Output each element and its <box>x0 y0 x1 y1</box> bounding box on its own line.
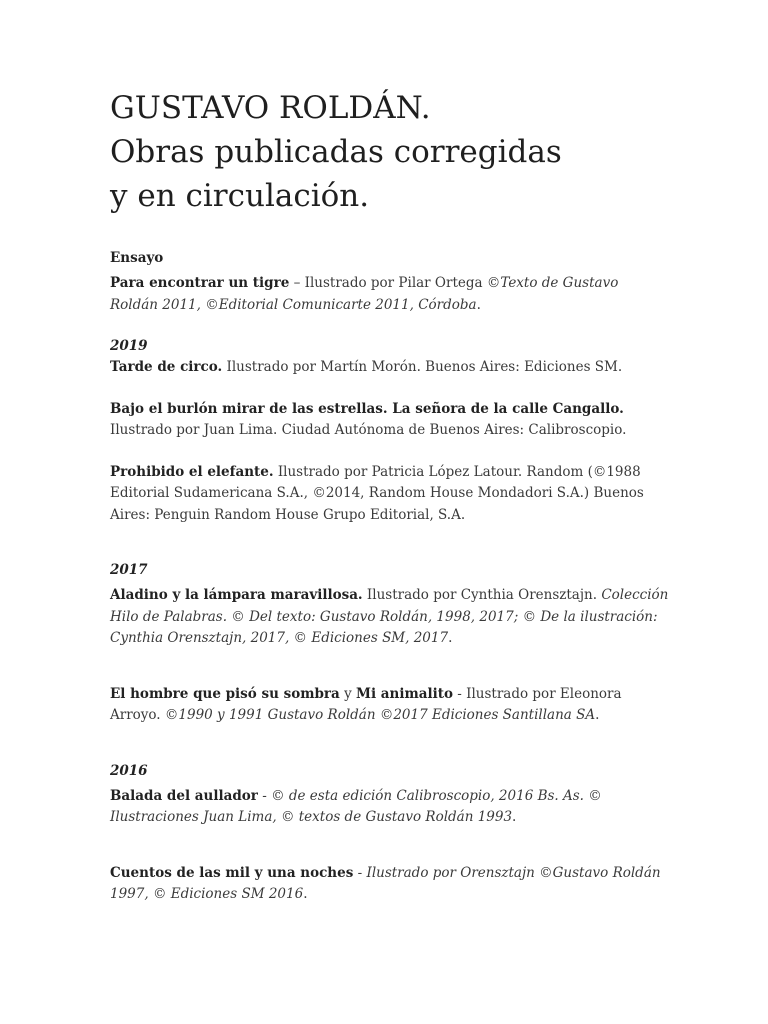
bibliography-entry <box>110 863 670 906</box>
separator: – <box>289 275 305 291</box>
section-heading-ensayo: Ensayo <box>110 250 164 266</box>
connector: y <box>339 685 357 702</box>
work-title: Prohibido el elefante. <box>110 463 274 480</box>
work-title: Para encontrar un tigre <box>110 275 290 291</box>
entry-details: Ilustrado por Martín Morón. Buenos Aires: Ediciones SM. <box>222 359 623 375</box>
entry-details: - <box>257 787 272 804</box>
document-title <box>110 86 670 218</box>
entry-details: Ilustrado por Pilar Ortega © <box>304 275 501 291</box>
title-line: Obras publicadas corregidas <box>110 134 562 170</box>
section-heading-2016: 2016 <box>110 762 148 779</box>
entry-credits: ©1990 y 1991 Gustavo Roldán ©2017 Ediciones Santillana SA <box>164 707 596 723</box>
entry-tail: . <box>595 707 600 723</box>
bibliography-entry <box>110 684 670 727</box>
work-title: Cuentos de las mil y una noches <box>110 864 354 881</box>
entry-details: Ilustrado por Patricia López Latour. Random (©1988 Editorial Sudamericana S.A., ©2014, Random House Mondadori S.A.) Buenos Aires: Penguin Random House Grupo Editorial, S.A. <box>110 463 644 523</box>
entry-details: - <box>353 864 367 881</box>
document-page <box>110 86 670 906</box>
bibliography-entry <box>110 786 670 829</box>
entry-credits: Colección Hilo de Palabras. © Del texto: Gustavo Roldán, 1998, 2017; © De la ilustración: Cynthia Orensztajn, 2017, © Ediciones SM, 2017 <box>110 587 669 646</box>
entry-details: Ilustrado por Cynthia Orensztajn. <box>362 587 602 603</box>
entry-credits: Ilustrado por Orensztajn ©Gustavo Roldán 1997, © Ediciones SM 2016 <box>110 864 661 902</box>
section-heading-2019: 2019 <box>110 338 148 354</box>
work-title: El hombre que pisó su sombra <box>110 685 340 702</box>
work-title: Tarde de circo. <box>110 359 223 375</box>
bibliography-entry <box>110 357 670 379</box>
title-line: y en circulación. <box>110 178 370 214</box>
entry-tail: . <box>512 809 517 825</box>
work-title: Mi animalito <box>356 685 454 702</box>
work-title: Balada del aullador <box>110 787 258 804</box>
entry-details: Ilustrado por Juan Lima. Ciudad Autónoma de Buenos Aires: Calibroscopio. <box>110 422 627 438</box>
title-line: GUSTAVO ROLDÁN. <box>110 90 431 126</box>
bibliography-entry <box>110 462 670 527</box>
entry-details: - Ilustrado por Eleonora Arroyo. <box>110 685 622 723</box>
section-heading-2017: 2017 <box>110 562 148 578</box>
entry-tail: . <box>303 886 308 902</box>
entry-tail: . <box>476 296 481 313</box>
work-title: Aladino y la lámpara maravillosa. <box>110 587 363 603</box>
entry-credits: © de esta edición Calibroscopio, 2016 Bs. As. © Ilustraciones Juan Lima, © textos de Gustavo Roldán 1993 <box>110 787 602 825</box>
bibliography-entry <box>110 585 670 650</box>
bibliography-entry <box>110 273 670 316</box>
entry-tail: . <box>448 630 453 646</box>
work-title: Bajo el burlón mirar de las estrellas. La señora de la calle Cangallo. <box>110 400 624 417</box>
bibliography-entry <box>110 399 670 442</box>
entry-credits: Texto de Gustavo Roldán 2011, ©Editorial Comunicarte 2011, Córdoba <box>110 275 619 313</box>
